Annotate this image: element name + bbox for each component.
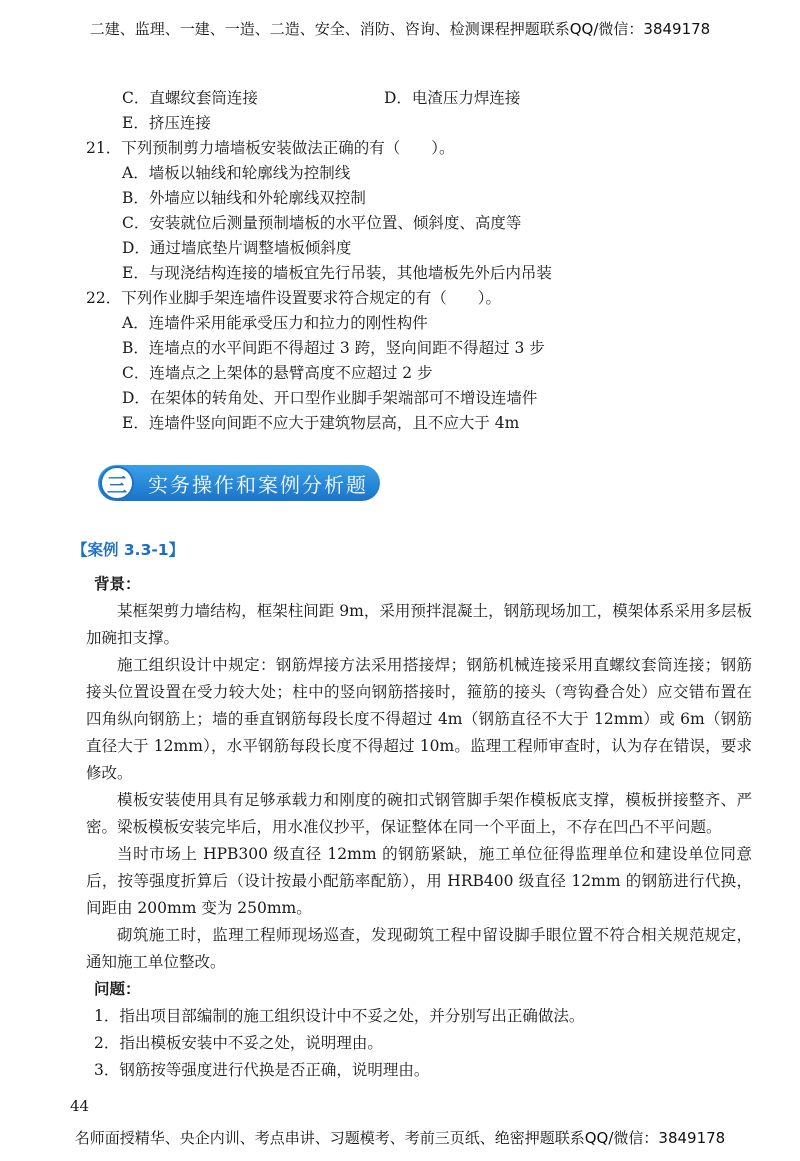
q22-stem: 22．下列作业脚手架连墙件设置要求符合规定的有（ ）。 [86,289,501,307]
q21-option-a: A．墙板以轴线和轮廓线为控制线 [122,164,351,182]
case-paragraph: 模板安装使用具有足够承载力和刚度的碗扣式钢管脚手架作模板底支撑，模板拼接整齐、严密。梁板模板安装完毕后，用水准仪抄平，保证整体在同一个平面上，不存在凹凸不平问题。 [86,791,752,836]
questions-label: 问题： [94,980,141,998]
case-block [72,538,752,1084]
case-question: 2．指出模板安装中不妥之处，说明理由。 [94,1034,383,1052]
q20-options-cd [72,86,752,111]
q20-option-e: E．挤压连接 [122,114,211,132]
q22-option-b: B．连墙点的水平间距不得超过 3 跨，竖向间距不得超过 3 步 [122,339,545,357]
q21-option-c: C．安装就位后测量预制墙板的水平位置、倾斜度、高度等 [122,214,522,232]
q21-stem: 21．下列预制剪力墙墙板安装做法正确的有（ ）。 [86,139,455,157]
q22-option-d: D．在架体的转角处、开口型作业脚手架端部可不增设连墙件 [122,389,538,407]
q21-option-e: E．与现浇结构连接的墙板宜先行吊装，其他墙板先外后内吊装 [122,264,552,282]
section-number: 三 [100,466,134,500]
question-block [72,86,752,436]
case-paragraph: 砌筑施工时，监理工程师现场巡查，发现砌筑工程中留设脚手眼位置不符合相关规范规定，通知施工单位整改。 [86,926,752,971]
case-title: 【案例 3.3-1】 [72,541,185,559]
case-paragraph: 某框架剪力墙结构，框架柱间距 9m，采用预拌混凝土，钢筋现场加工，模架体系采用多层板加碗扣支撑。 [86,602,752,647]
page-header: 二建、监理、一建、一造、二造、安全、消防、咨询、检测课程押题联系QQ/微信：3849178 [89,20,711,38]
q20-option-d: D．电渣压力焊连接 [384,89,521,107]
page-footer: 名师面授精华、央企内训、考点串讲、习题模考、考前三页纸、绝密押题联系QQ/微信：3849178 [74,1129,726,1147]
q22-option-c: C．连墙点之上架体的悬臂高度不应超过 2 步 [122,364,433,382]
case-question: 3．钢筋按等强度进行代换是否正确，说明理由。 [94,1061,430,1079]
case-paragraph: 施工组织设计中规定：钢筋焊接方法采用搭接焊；钢筋机械连接采用直螺纹套筒连接；钢筋接头位置设置在受力较大处；柱中的竖向钢筋搭接时，箍筋的接头（弯钩叠合处）应交错布置在四角纵向钢筋上；墙的垂直钢筋每段长度不得超过 4m（钢筋直径不大于 12mm）或 6m（钢筋直径大于 12mm），水平钢筋每段长度不得超过 10m。监理工程师审查时，认为存在错误，要求修改。 [86,656,752,782]
q20-option-c: C．直螺纹套筒连接 [122,89,258,107]
page-number: 44 [70,1097,90,1115]
q21-option-d: D．通过墙底垫片调整墙板倾斜度 [122,239,352,257]
q21-option-b: B．外墙应以轴线和外轮廓线双控制 [122,189,366,207]
case-question: 1．指出项目部编制的施工组织设计中不妥之处，并分别写出正确做法。 [94,1007,585,1025]
section-title: 实务操作和案例分析题 [148,472,368,497]
q22-option-e: E．连墙件竖向间距不应大于建筑物层高，且不应大于 4m [122,414,520,432]
case-paragraph: 当时市场上 HPB300 级直径 12mm 的钢筋紧缺，施工单位征得监理单位和建设单位同意后，按等强度折算后（设计按最小配筋率配筋），用 HRB400 级直径 12mm 的钢筋进行代换，间距由 200mm 变为 250mm。 [86,845,752,917]
q22-option-a: A．连墙件采用能承受压力和拉力的刚性构件 [122,314,428,332]
background-label: 背景： [94,575,141,593]
section-banner [98,465,380,501]
